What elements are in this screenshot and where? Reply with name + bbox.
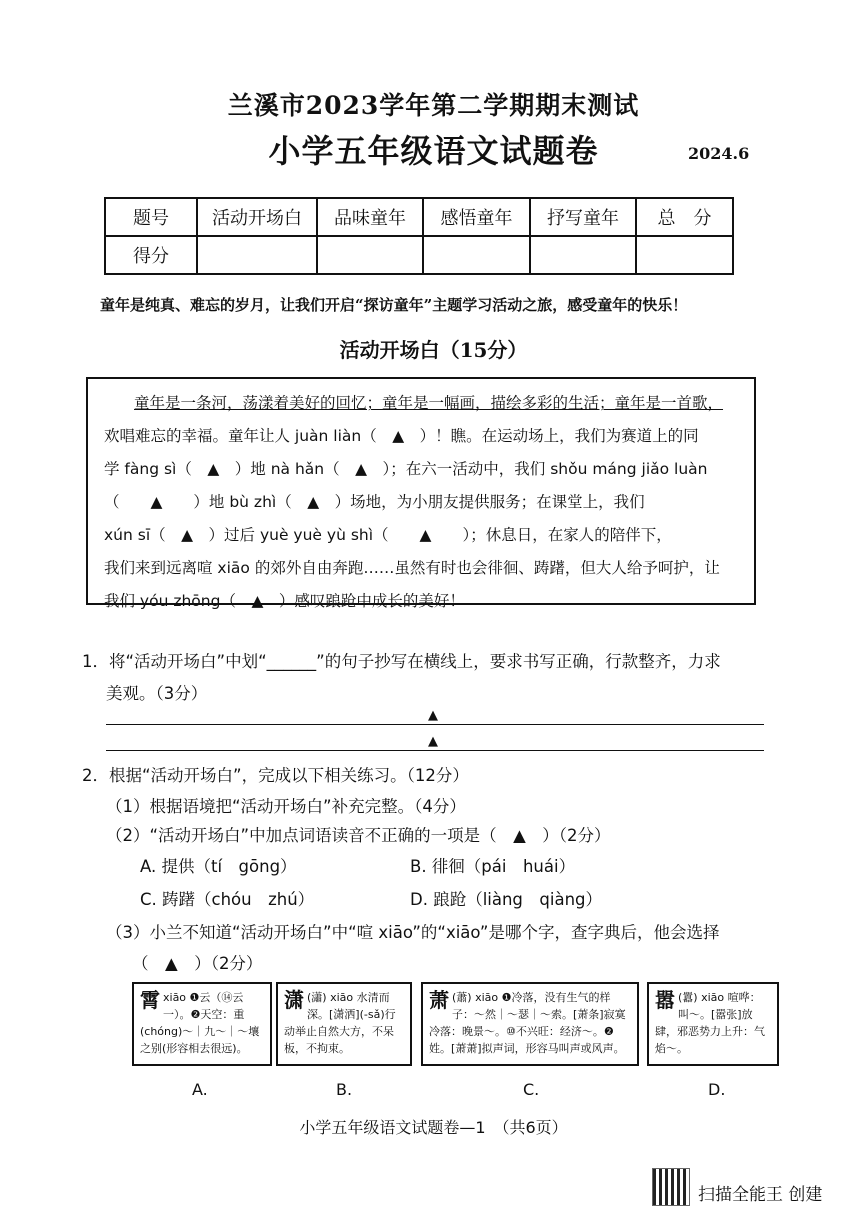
q2-part3-line1: （3）小兰不知道“活动开场白”中“喧 xiāo”的“xiāo”是哪个字，查字典后，他会选择 <box>106 923 720 942</box>
section-title: 活动开场白（15分） <box>339 338 528 362</box>
passage-line: xún sī（ ▲ ）过后 yuè yuè yù shì（ ▲ ）；休息日，在家人的陪伴下， <box>104 526 672 544</box>
score-input-cell[interactable] <box>636 236 733 274</box>
passage-line: （ ▲ ）地 bù zhì（ ▲ ）场地，为小朋友提供服务；在课堂上，我们 <box>104 493 645 511</box>
q2-part2: （2）“活动开场白”中加点词语读音不正确的一项是（ ▲ ）（2分） <box>106 826 611 845</box>
dictionary-char: 萧 <box>429 988 449 1012</box>
dictionary-char: 潇 <box>284 988 304 1012</box>
answer-mark: ▲ <box>428 708 438 723</box>
q2-option-d: D. 踉跄（liàng qiàng） <box>410 890 603 909</box>
q1-line1: 1．将“活动开场白”中划“______”的句子抄写在横线上，要求书写正确，行款整齐，力求 <box>82 652 721 671</box>
exam-date: 2024.6 <box>688 144 750 163</box>
score-input-cell[interactable] <box>530 236 636 274</box>
q2-option-a: A. 提供（tí gōng） <box>140 857 297 876</box>
score-table-score-row <box>105 236 733 274</box>
dictionary-entry-a <box>132 982 272 1066</box>
dictionary-text: (蕭) xiāo ❶冷落，没有生气的样子：～然｜～瑟｜～索。[萧条]寂寞冷落：晚景～。⑩不兴旺：经济～。❷姓。[萧萧]拟声词，形容马叫声或风声。 <box>429 991 626 1055</box>
dictionary-entry-b <box>276 982 412 1066</box>
passage-box <box>86 377 756 610</box>
dictionary-char: 霄 <box>140 988 160 1012</box>
dictionary-text: xiāo ❶云（⑭云一）。❷天空：重(chóng)～｜九～｜～壤之别(形容相去很远)。 <box>140 991 260 1055</box>
score-cell: 总 分 <box>636 198 733 236</box>
exam-title-line2: 小学五年级语文试题卷 <box>268 132 599 170</box>
option-label-a: A. <box>192 1080 208 1099</box>
score-cell: 感悟童年 <box>423 198 530 236</box>
passage-line: 我们来到远离喧 xiāo 的郊外自由奔跑……虽然有时也会徘徊、踌躇，但大人给予呵护，让 <box>104 559 720 577</box>
intro-text: 童年是纯真、难忘的岁月，让我们开启“探访童年”主题学习活动之旅，感受童年的快乐！ <box>100 296 688 314</box>
dictionary-entry-d <box>647 982 779 1066</box>
score-input-cell[interactable] <box>317 236 423 274</box>
answer-line-1[interactable] <box>106 724 764 725</box>
dictionary-char: 嚣 <box>655 988 675 1012</box>
dictionary-text: (瀟) xiāo 水清而深。[潇洒](-sǎ)行动举止自然大方，不呆板，不拘束。 <box>284 991 396 1055</box>
passage-line: 欢唱难忘的幸福。童年让人 juàn liàn（ ▲ ）！瞧。在运动场上，我们为赛道上的同 <box>104 427 699 445</box>
passage-line: 童年是一条河，荡漾着美好的回忆；童年是一幅画，描绘多彩的生活；童年是一首歌， <box>134 394 724 412</box>
score-table-header-row <box>105 198 733 236</box>
scanner-watermark: 扫描全能王 创建 <box>698 1185 823 1205</box>
score-cell: 活动开场白 <box>197 198 317 236</box>
q1-line2: 美观。（3分） <box>106 684 208 703</box>
q2-part3-line2: （ ▲ ）（2分） <box>132 954 263 973</box>
qr-code-icon <box>652 1168 690 1206</box>
score-input-cell[interactable] <box>197 236 317 274</box>
score-input-cell[interactable] <box>423 236 530 274</box>
score-cell: 得分 <box>105 236 197 274</box>
exam-title-line1: 兰溪市2023学年第二学期期末测试 <box>227 91 640 120</box>
page-footer: 小学五年级语文试题卷—1 （共6页） <box>299 1118 568 1137</box>
q2-option-c: C. 踌躇（chóu zhú） <box>140 890 315 909</box>
option-label-b: B. <box>336 1080 353 1099</box>
passage-line: 我们 yóu zhōng（ ▲ ）感叹踉跄中成长的美好！ <box>104 592 465 610</box>
answer-line-2[interactable] <box>106 750 764 751</box>
dictionary-entry-c <box>421 982 639 1066</box>
score-cell: 题号 <box>105 198 197 236</box>
score-cell: 抒写童年 <box>530 198 636 236</box>
q2-option-b: B. 徘徊（pái huái） <box>410 857 576 876</box>
score-cell: 品味童年 <box>317 198 423 236</box>
q2-stem: 2．根据“活动开场白”，完成以下相关练习。（12分） <box>82 766 469 785</box>
passage-line: 学 fàng sì（ ▲ ）地 nà hǎn（ ▲ ）；在六一活动中，我们 shǒu máng jiǎo luàn <box>104 460 708 478</box>
score-table <box>104 197 734 275</box>
answer-mark: ▲ <box>428 734 438 749</box>
option-label-c: C. <box>523 1080 540 1099</box>
dictionary-text: (囂) xiāo 喧哗：叫～。[嚣张]放肆，邪恶势力上升：气焰～。 <box>655 991 765 1055</box>
option-label-d: D. <box>708 1080 726 1099</box>
q2-part1: （1）根据语境把“活动开场白”补充完整。（4分） <box>106 797 466 816</box>
